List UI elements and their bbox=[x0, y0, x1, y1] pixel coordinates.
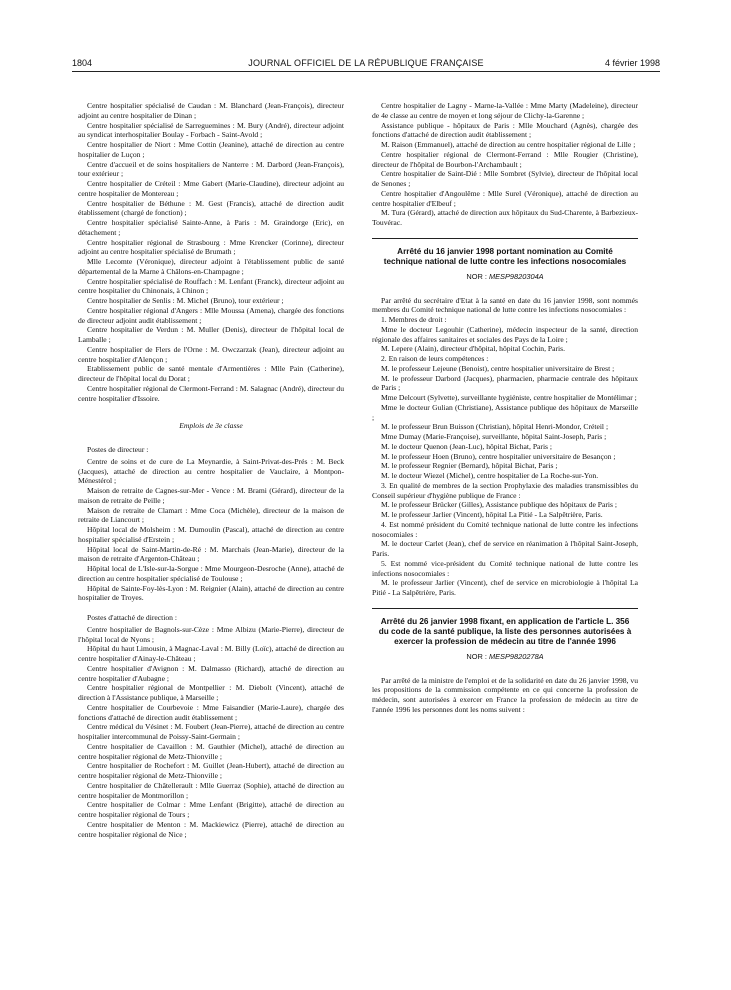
paragraph: Hôpital local de L'Isle-sur-la-Sorgue : Mme Mourgeon-Desroche (Anne), attaché de direction au centre hospitalier spécialisé de Toulouse ; bbox=[78, 564, 344, 583]
decree-divider bbox=[372, 238, 638, 239]
paragraph: Centre hospitalier d'Avignon : M. Dalmasso (Richard), attaché de direction au centre hospitalier d'Aubagne ; bbox=[78, 663, 344, 683]
paragraph: M. le professeur Lejeune (Benoist), centre hospitalier universitaire de Brest ; bbox=[381, 363, 615, 373]
paragraph: M. le professeur Regnier (Bernard), hôpital Bichat, Paris ; bbox=[381, 461, 558, 471]
paragraph: Centre hospitalier de Colmar : Mme Lenfant (Brigitte), attaché de direction au centre hospitalier régional de Tours ; bbox=[78, 800, 344, 819]
paragraph: Maison de retraite de Clamart : Mme Coca (Michèle), directeur de la maison de retraite de Liancourt ; bbox=[78, 505, 344, 525]
paragraph: M. le professeur Hoen (Bruno), centre hospitalier universitaire de Besançon ; bbox=[381, 451, 616, 461]
paragraph: 2. En raison de leurs compétences : bbox=[381, 354, 489, 363]
paragraph: Mme Delcourt (Sylvette), surveillante hygiéniste, centre hospitalier de Montélimar ; bbox=[381, 393, 637, 402]
page-number: 1804 bbox=[72, 58, 93, 68]
directeur-list bbox=[78, 457, 344, 603]
subheading-attache: Postes d'attaché de direction : bbox=[87, 613, 177, 622]
journal-title: JOURNAL OFFICIEL DE LA RÉPUBLIQUE FRANÇAISE bbox=[248, 58, 484, 68]
paragraph: 1. Membres de droit : bbox=[381, 315, 447, 324]
paragraph: Centre hospitalier spécialisé de Rouffach : M. Lenfant (Franck), directeur adjoint au centre hospitalier du Chinonais, à Chinon ; bbox=[78, 276, 344, 296]
header-rule bbox=[72, 71, 660, 72]
paragraph: Centre de soins et de cure de La Meynardie, à Saint-Privat-des-Prés : M. Beck (Jacques), attaché de direction au centre hospitalier de Vauclaire, à Montpon-Ménestérol ; bbox=[78, 456, 344, 486]
paragraph: Centre hospitalier régional de Strasbourg : Mme Krencker (Corinne), directeur adjoint au centre hospitalier spécialisé de Brumath ; bbox=[78, 237, 344, 257]
paragraph: Centre hospitalier de Saint-Dié : Mlle Sombret (Sylvie), directeur de l'hôpital local de Senones ; bbox=[372, 169, 638, 188]
paragraph: M. le docteur Quenon (Jean-Luc), hôpital Bichat, Paris ; bbox=[381, 441, 553, 451]
paragraph: 3. En qualité de membres de la section Prophylaxie des maladies transmissibles du Conseil supérieur d'hygiène publique de France : bbox=[372, 480, 638, 500]
paragraph: 4. Est nommé président du Comité technique national de lutte contre les infections nosocomiales : bbox=[372, 519, 638, 539]
paragraph: M. le professeur Darbord (Jacques), pharmacien, pharmacie centrale des hôpitaux de Paris ; bbox=[372, 373, 638, 393]
nor-code: MESP9820278A bbox=[488, 651, 544, 661]
paragraph: M. Tura (Gérard), attaché de direction aux hôpitaux du Sud-Charente, à Barbezieux-Touvérac. bbox=[372, 208, 638, 227]
paragraph: Mlle Lecomte (Véronique), directeur adjoint à l'établissement public de santé départemental de la Marne à Châlons-en-Champagne ; bbox=[78, 257, 344, 276]
paragraph: Par arrêté du secrétaire d'Etat à la santé en date du 16 janvier 1998, sont nommés membres du Comité technique national de lutte contre les infections nosocomiales : bbox=[372, 295, 638, 315]
paragraph: Mme Dumay (Marie-Françoise), surveillante, hôpital Saint-Joseph, Paris ; bbox=[381, 432, 607, 441]
paragraph: Centre médical du Vésinet : M. Foubert (Jean-Pierre), attaché de direction au centre hospitalier intercommunal de Poissy-Saint-Germain ; bbox=[78, 722, 344, 741]
paragraph: Centre hospitalier spécialisé Sainte-Anne, à Paris : M. Graindorge (Eric), en détachement ; bbox=[78, 218, 344, 237]
paragraph: M. Raison (Emmanuel), attaché de direction au centre hospitalier régional de Lille ; bbox=[381, 140, 636, 149]
decree-body bbox=[372, 296, 638, 598]
nor-label: NOR : bbox=[466, 651, 487, 661]
nor-reference bbox=[372, 652, 638, 662]
paragraph: Hôpital local de Saint-Martin-de-Ré : M. Marchais (Jean-Marie), directeur de la maison de retraite d'Argenton-Château ; bbox=[78, 544, 344, 564]
paragraph: M. le professeur Jarlier (Vincent), hôpital La Pitié - La Salpêtrière, Paris. bbox=[381, 510, 603, 519]
attache-list bbox=[78, 625, 344, 840]
paragraph: M. le professeur Brücker (Gilles), Assistance publique des hôpitaux de Paris ; bbox=[381, 500, 617, 510]
paragraph: Centre hospitalier de Lagny - Marne-la-Vallée : Mme Marty (Madeleine), directeur de 4e classe au centre de moyen et long séjour de Clichy-la-Garenne ; bbox=[372, 101, 638, 120]
paragraph: Centre hospitalier régional de Clermont-Ferrand : M. Salagnac (André), directeur du centre hospitalier d'Issoire. bbox=[78, 383, 344, 403]
paragraph: M. Lepere (Alain), directeur d'hôpital, hôpital Cochin, Paris. bbox=[381, 344, 565, 354]
decree-divider bbox=[372, 608, 638, 609]
section-title: Emplois de 3e classe bbox=[179, 421, 243, 431]
issue-date: 4 février 1998 bbox=[604, 58, 660, 68]
paragraph: Centre hospitalier régional de Clermont-Ferrand : Mlle Rougier (Christine), directeur de l'hôpital de Bourbon-l'Archambault ; bbox=[372, 149, 638, 169]
paragraph: Centre hospitalier de Cavaillon : M. Gauthier (Michel), attaché de direction au centre hospitalier régional de Metz-Thionville ; bbox=[78, 741, 344, 761]
decree-title: Arrêté du 16 janvier 1998 portant nomination au Comité technique national de lutte contre les infections nosocomiales bbox=[383, 246, 627, 266]
paragraph: Centre hospitalier de Béthune : M. Gest (Francis), attaché de direction audit établissement (chargé de fonction) ; bbox=[78, 198, 344, 218]
paragraph: 5. Est nommé vice-président du Comité technique national de lutte contre les infections nosocomiales : bbox=[372, 558, 638, 578]
paragraph: Hôpital du haut Limousin, à Magnac-Laval : M. Billy (Loïc), attaché de direction au centre hospitalier d'Ainay-le-Château ; bbox=[78, 644, 344, 663]
left-column bbox=[78, 101, 344, 839]
paragraph: Par arrêté de la ministre de l'emploi et de la solidarité en date du 26 janvier 1998, vu les propositions de la commission compétente en ce qui concerne la profession de médecin, sont autorisées à exercer en France la profession de médecin au titre de l'année 1996 les personnes dont les noms suivent : bbox=[372, 675, 638, 714]
paragraph: M. le docteur Wiezel (Michel), centre hospitalier de La Roche-sur-Yon. bbox=[381, 471, 599, 480]
paragraph: Maison de retraite de Cagnes-sur-Mer - Vence : M. Brami (Gérard), directeur de la maison de retraite de Peille ; bbox=[78, 486, 344, 505]
paragraph: Centre hospitalier de Niort : Mme Cottin (Jeanine), attaché de direction au centre hospitalier de Luçon ; bbox=[78, 140, 344, 159]
paragraph: M. le professeur Jarlier (Vincent), chef de service en microbiologie à l'hôpital La Pitié - La Salpêtrière, Paris. bbox=[372, 578, 638, 597]
paragraph: M. le docteur Carlet (Jean), chef de service en réanimation à l'hôpital Saint-Joseph, Paris. bbox=[372, 539, 638, 558]
paragraph: Centre d'accueil et de soins hospitaliers de Nanterre : M. Darbord (Jean-François), tour extérieur ; bbox=[78, 159, 344, 179]
nor-code: MESP9820304A bbox=[488, 271, 544, 281]
subheading-directeur: Postes de directeur : bbox=[87, 445, 149, 454]
paragraph: Centre hospitalier de Châtellerault : Mlle Guerraz (Sophie), attaché de direction au centre hospitalier de Montmorillon ; bbox=[78, 780, 344, 800]
decree-title: Arrêté du 26 janvier 1998 fixant, en application de l'article L. 356 du code de la santé publique, la liste des personnes autorisées à exercer la profession de médecin au titre de l'année 1996 bbox=[378, 616, 632, 646]
paragraph: Hôpital local de Molsheim : M. Dumoulin (Pascal), attaché de direction au centre hospitalier spécialisé d'Erstein ; bbox=[78, 525, 344, 544]
paragraph: Centre hospitalier régional d'Angers : Mlle Moussa (Amena), chargée des fonctions de directeur adjoint audit établissement ; bbox=[78, 305, 344, 325]
paragraph: Centre hospitalier de Rochefort : M. Guillet (Jean-Hubert), attaché de direction au centre hospitalier régional de Metz-Thionville ; bbox=[78, 761, 344, 780]
page-header bbox=[72, 58, 660, 72]
paragraph: Centre hospitalier de Bagnols-sur-Cèze : Mme Albizu (Marie-Pierre), directeur de l'hôpital local de Nyons ; bbox=[78, 624, 344, 644]
paragraph: Centre hospitalier de Courbevoie : Mme Faisandier (Marie-Laure), chargée des fonctions d'attaché de direction audit établissement ; bbox=[78, 702, 344, 722]
paragraph: Centre hospitalier de Menton : M. Mackiewicz (Pierre), attaché de direction au centre hospitalier régional de Nice ; bbox=[78, 819, 344, 839]
paragraph: Mme le docteur Legouhir (Catherine), médecin inspecteur de la santé, direction régionale des affaires sanitaires et sociales des Pays de la Loire ; bbox=[372, 324, 638, 344]
appointments-list-continued bbox=[372, 101, 638, 228]
paragraph: Hôpital de Sainte-Foy-lès-Lyon : M. Reignier (Alain), attaché de direction au centre hospitalier de Troyes. bbox=[78, 583, 344, 603]
paragraph: Centre hospitalier régional de Montpellier : M. Diebolt (Vincent), attaché de direction à l'Assistance publique, à Marseille ; bbox=[78, 683, 344, 702]
nor-label: NOR : bbox=[466, 271, 487, 281]
appointments-list bbox=[78, 101, 344, 403]
paragraph: Centre hospitalier de Verdun : M. Muller (Denis), directeur de l'hôpital local de Lamballe ; bbox=[78, 325, 344, 344]
paragraph: M. le professeur Brun Buisson (Christian), hôpital Henri-Mondor, Créteil ; bbox=[381, 422, 609, 432]
paragraph: Mme le docteur Gulian (Christiane), Assistance publique des hôpitaux de Marseille ; bbox=[372, 402, 638, 422]
paragraph: Assistance publique - hôpitaux de Paris : Mlle Mouchard (Agnès), chargée des fonctions d'attaché de direction audit établissement ; bbox=[372, 120, 638, 140]
paragraph: Centre hospitalier de Créteil : Mme Gabert (Marie-Claudine), directeur adjoint au centre hospitalier de Montereau ; bbox=[78, 179, 344, 198]
paragraph: Centre hospitalier de Senlis : M. Michel (Bruno), tour extérieur ; bbox=[87, 296, 284, 305]
decree-body bbox=[372, 676, 638, 715]
paragraph: Centre hospitalier d'Angoulême : Mlle Surel (Véronique), attaché de direction au centre hospitalier d'Elbeuf ; bbox=[372, 188, 638, 208]
nor-reference bbox=[372, 272, 638, 282]
paragraph: Centre hospitalier de Flers de l'Orne : M. Owczarzak (Jean), directeur adjoint au centre hospitalier d'Alençon ; bbox=[78, 344, 344, 364]
paragraph: Centre hospitalier spécialisé de Sarreguemines : M. Bury (André), directeur adjoint au syndicat interhospitalier Boulay - Forbach - Saint-Avold ; bbox=[78, 120, 344, 140]
right-column bbox=[372, 101, 638, 715]
paragraph: Etablissement public de santé mentale d'Armentières : Mlle Pain (Catherine), directeur de l'hôpital local du Dorat ; bbox=[78, 364, 344, 383]
paragraph: Centre hospitalier spécialisé de Caudan : M. Blanchard (Jean-François), directeur adjoint au centre hospitalier de Dinan ; bbox=[78, 101, 344, 120]
